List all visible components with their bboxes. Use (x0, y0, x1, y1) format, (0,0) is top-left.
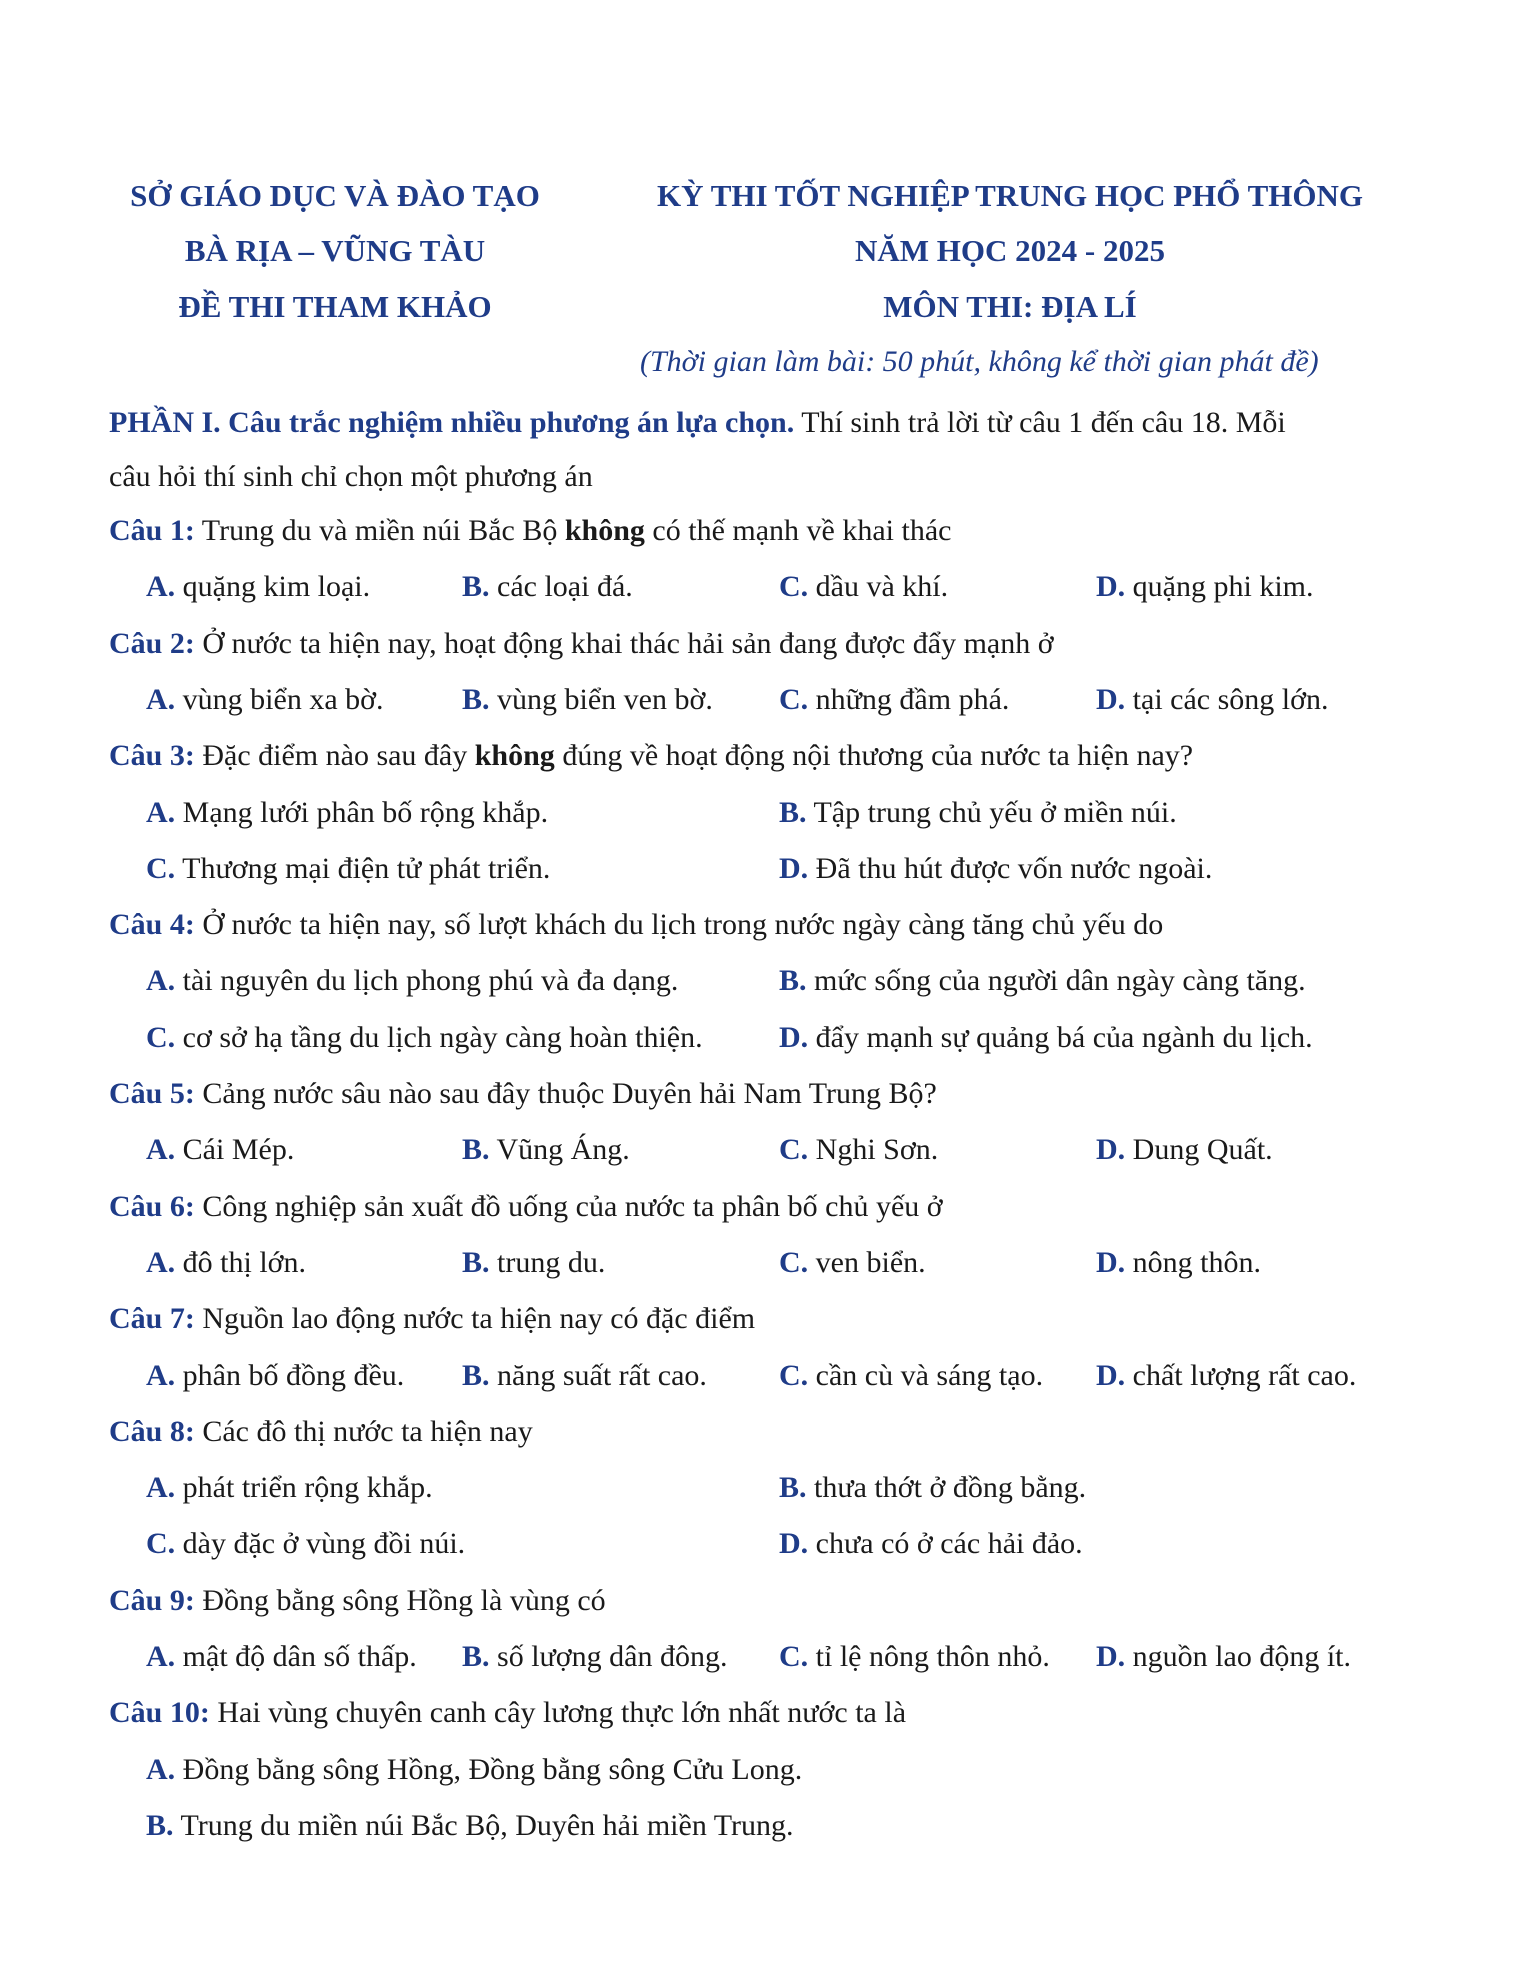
option-text: tài nguyên du lịch phong phú và đa dạng. (175, 964, 679, 998)
option-key: B. (779, 964, 807, 998)
option-b[interactable] (779, 796, 1177, 830)
question-label: Câu 5: (109, 1077, 195, 1110)
option-a[interactable] (146, 1359, 404, 1393)
section-instruction: Thí sinh trả lời từ câu 1 đến câu 18. Mỗi (794, 406, 1286, 439)
question-1 (109, 514, 951, 548)
option-text: Đồng bằng sông Hồng, Đồng bằng sông Cửu Long. (175, 1752, 803, 1786)
option-text: trung du. (489, 1245, 606, 1279)
option-key: A. (146, 1133, 176, 1167)
option-key: A. (146, 570, 176, 604)
option-text: dày đặc ở vùng đồi núi. (175, 1527, 466, 1561)
option-text: những đầm phá. (808, 682, 1010, 716)
question-text-pre: Ở nước ta hiện nay, số lượt khách du lịch trong nước ngày càng tăng chủ yếu do (194, 908, 1164, 942)
question-2 (109, 627, 1054, 661)
option-b[interactable] (462, 683, 713, 717)
option-d[interactable] (1096, 1640, 1351, 1674)
option-d[interactable] (1096, 683, 1328, 717)
option-text: Trung du miền núi Bắc Bộ, Duyên hải miền Trung. (173, 1808, 794, 1842)
question-9 (109, 1584, 606, 1618)
option-text: mật độ dân số thấp. (175, 1640, 417, 1673)
option-text: Thương mại điện tử phát triển. (175, 851, 551, 885)
question-7 (109, 1302, 755, 1336)
option-c[interactable] (779, 1359, 1043, 1393)
option-c[interactable] (779, 570, 948, 604)
option-text: đẩy mạnh sự quảng bá của ngành du lịch. (808, 1020, 1313, 1054)
option-a[interactable] (146, 1246, 306, 1280)
option-key: C. (146, 851, 176, 885)
header-province: BÀ RỊA – VŨNG TÀU (184, 233, 486, 268)
option-key: B. (779, 1471, 807, 1505)
option-key: B. (462, 1245, 490, 1279)
question-6 (109, 1190, 943, 1224)
question-label: Câu 6: (109, 1189, 195, 1223)
option-key: D. (779, 1020, 809, 1054)
header-school-year: NĂM HỌC 2024 - 2025 (855, 233, 1165, 268)
option-key: B. (462, 1358, 490, 1392)
header-exam-type: ĐỀ THI THAM KHẢO (178, 289, 492, 324)
question-text-pre: Hai vùng chuyên canh cây lương thực lớn nhất nước ta là (209, 1696, 907, 1730)
question-label: Câu 4: (109, 908, 195, 942)
option-a[interactable] (146, 1753, 802, 1787)
option-c[interactable] (779, 1246, 926, 1280)
option-key: B. (146, 1808, 174, 1842)
option-text: mức sống của người dân ngày càng tăng. (806, 964, 1306, 998)
option-key: D. (1096, 1133, 1126, 1167)
section-instruction-cont: câu hỏi thí sinh chỉ chọn một phương án (109, 460, 593, 493)
question-label: Câu 1: (109, 514, 195, 547)
question-label: Câu 8: (109, 1414, 195, 1448)
question-text-pre: Nguồn lao động nước ta hiện nay có đặc điểm (194, 1302, 756, 1336)
option-key: A. (146, 964, 176, 998)
question-text-pre: Các đô thị nước ta hiện nay (194, 1414, 533, 1448)
option-text: nông thôn. (1125, 1245, 1262, 1279)
option-key: C. (779, 1245, 809, 1279)
option-key: B. (462, 682, 490, 716)
question-text-pre: Trung du và miền núi Bắc Bộ (194, 514, 565, 547)
option-a[interactable] (146, 964, 678, 998)
option-key: C. (146, 1527, 176, 1561)
option-text: thưa thớt ở đồng bằng. (806, 1471, 1087, 1505)
question-text-pre: Cảng nước sâu nào sau đây thuộc Duyên hải Nam Trung Bộ? (194, 1077, 937, 1110)
option-c[interactable] (779, 1133, 938, 1167)
question-3 (109, 739, 1193, 773)
option-text: cần cù và sáng tạo. (808, 1358, 1044, 1392)
option-text: nguồn lao động ít. (1125, 1640, 1351, 1673)
option-a[interactable] (146, 1133, 294, 1167)
option-text: chưa có ở các hải đảo. (808, 1527, 1083, 1561)
option-key: C. (146, 1020, 176, 1054)
option-key: B. (462, 1640, 490, 1673)
option-text: tại các sông lớn. (1125, 682, 1329, 716)
option-text: Đã thu hút được vốn nước ngoài. (808, 851, 1213, 885)
question-5 (109, 1077, 937, 1111)
option-text: các loại đá. (489, 570, 633, 604)
option-key: B. (462, 1133, 490, 1167)
option-b[interactable] (462, 1359, 707, 1393)
option-b[interactable] (462, 570, 633, 604)
option-key: A. (146, 682, 176, 716)
option-text: Nghi Sơn. (808, 1133, 939, 1167)
option-text: quặng kim loại. (175, 570, 371, 604)
question-text-bold: không (564, 514, 645, 547)
option-a[interactable] (146, 1640, 417, 1674)
option-c[interactable] (146, 1021, 703, 1055)
option-b[interactable] (462, 1246, 605, 1280)
option-b[interactable] (462, 1133, 630, 1167)
option-b[interactable] (146, 1809, 794, 1843)
option-c[interactable] (146, 1527, 465, 1561)
option-text: năng suất rất cao. (489, 1358, 707, 1392)
question-text-pre: Công nghiệp sản xuất đồ uống của nước ta phân bố chủ yếu ở (194, 1189, 943, 1223)
option-d[interactable] (1096, 570, 1314, 604)
option-a[interactable] (146, 683, 384, 717)
option-text: dầu và khí. (808, 570, 949, 604)
option-b[interactable] (462, 1640, 727, 1674)
option-d[interactable] (779, 1527, 1083, 1561)
option-key: C. (779, 682, 809, 716)
option-text: vùng biển xa bờ. (175, 682, 384, 716)
option-text: vùng biển ven bờ. (489, 682, 713, 716)
question-label: Câu 7: (109, 1302, 195, 1336)
option-text: số lượng dân đông. (489, 1640, 728, 1673)
option-key: A. (146, 1640, 176, 1673)
option-key: A. (146, 1358, 176, 1392)
question-text-post: có thế mạnh về khai thác (644, 514, 952, 547)
option-key: A. (146, 1471, 176, 1505)
option-c[interactable] (779, 1640, 1050, 1674)
option-text: Mạng lưới phân bố rộng khắp. (175, 795, 549, 829)
option-d[interactable] (779, 852, 1212, 886)
question-label: Câu 2: (109, 626, 195, 660)
option-key: C. (779, 1640, 809, 1673)
question-text-pre: Đặc điểm nào sau đây (194, 739, 475, 773)
option-text: phân bố đồng đều. (175, 1358, 405, 1392)
option-key: B. (779, 795, 807, 829)
option-b[interactable] (779, 964, 1306, 998)
option-d[interactable] (1096, 1133, 1273, 1167)
option-text: ven biển. (808, 1245, 926, 1279)
question-8 (109, 1415, 533, 1449)
option-key: A. (146, 1245, 176, 1279)
question-label: Câu 10: (109, 1696, 210, 1730)
option-key: D. (1096, 1358, 1126, 1392)
option-key: B. (462, 570, 490, 604)
question-text-pre: Đồng bằng sông Hồng là vùng có (194, 1583, 606, 1617)
option-d[interactable] (1096, 1246, 1261, 1280)
option-key: D. (1096, 682, 1126, 716)
option-c[interactable] (146, 852, 550, 886)
question-text-pre: Ở nước ta hiện nay, hoạt động khai thác hải sản đang được đẩy mạnh ở (194, 626, 1054, 660)
option-key: C. (779, 570, 809, 604)
option-d[interactable] (1096, 1359, 1356, 1393)
option-text: quặng phi kim. (1125, 570, 1314, 604)
option-a[interactable] (146, 570, 370, 604)
question-text-post: đúng về hoạt động nội thương của nước ta hiện nay? (554, 739, 1194, 773)
option-d[interactable] (779, 1021, 1313, 1055)
option-text: cơ sở hạ tầng du lịch ngày càng hoàn thiện. (175, 1020, 703, 1054)
header-subject: MÔN THI: ĐỊA LÍ (883, 289, 1137, 324)
option-key: C. (779, 1358, 809, 1392)
option-key: D. (779, 1527, 809, 1561)
option-text: phát triển rộng khắp. (175, 1471, 433, 1505)
question-4 (109, 908, 1163, 942)
section-title: PHẦN I. Câu trắc nghiệm nhiều phương án lựa chọn. (109, 406, 795, 439)
option-key: D. (779, 851, 809, 885)
question-label: Câu 9: (109, 1583, 195, 1617)
option-b[interactable] (779, 1471, 1086, 1505)
option-c[interactable] (779, 683, 1009, 717)
option-text: Tập trung chủ yếu ở miền núi. (806, 795, 1177, 829)
option-text: tỉ lệ nông thôn nhỏ. (808, 1640, 1050, 1673)
option-key: A. (146, 1752, 176, 1786)
option-key: C. (779, 1133, 809, 1167)
header-exam-title: KỲ THI TỐT NGHIỆP TRUNG HỌC PHỔ THÔNG (657, 178, 1363, 213)
option-text: Vũng Áng. (489, 1133, 630, 1167)
header-department: SỞ GIÁO DỤC VÀ ĐÀO TẠO (130, 178, 540, 213)
option-text: Dung Quất. (1125, 1133, 1273, 1167)
option-text: Cái Mép. (175, 1133, 295, 1167)
question-label: Câu 3: (109, 739, 195, 773)
question-text-bold: không (474, 739, 555, 773)
option-a[interactable] (146, 1471, 433, 1505)
option-text: đô thị lớn. (175, 1245, 307, 1279)
option-text: chất lượng rất cao. (1125, 1358, 1357, 1392)
option-key: A. (146, 795, 176, 829)
option-key: D. (1096, 570, 1126, 604)
option-key: D. (1096, 1640, 1126, 1673)
option-key: D. (1096, 1245, 1126, 1279)
option-a[interactable] (146, 796, 548, 830)
section-heading (109, 406, 1286, 440)
time-note: (Thời gian làm bài: 50 phút, không kể thời gian phát đề) (640, 345, 1319, 378)
question-10 (109, 1696, 906, 1730)
